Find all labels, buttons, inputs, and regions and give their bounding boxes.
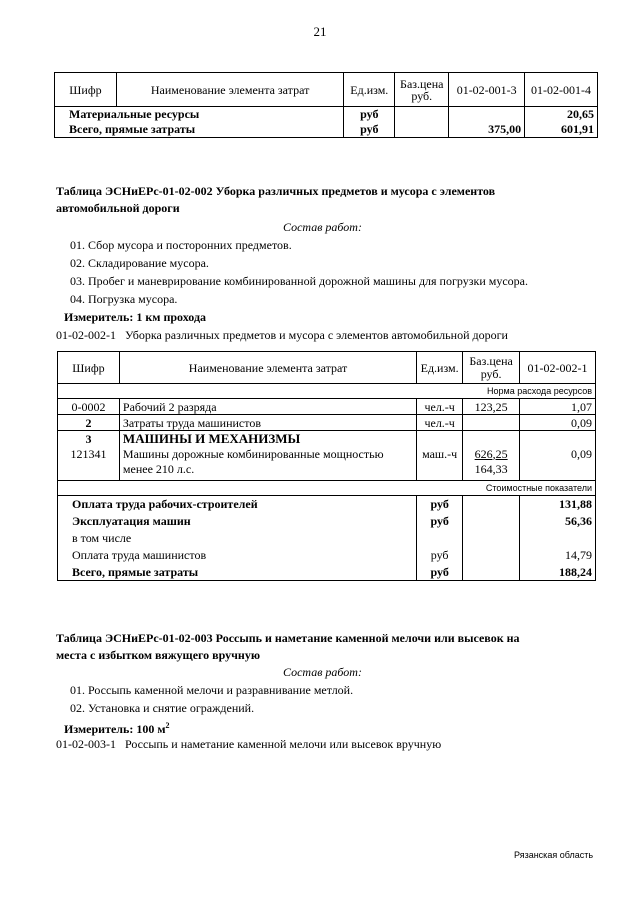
table-row — [58, 513, 596, 530]
row-price — [463, 447, 520, 481]
row-price: 123,25 — [463, 399, 520, 415]
row-unit: руб — [417, 564, 463, 581]
row-name: Материальные ресурсы — [55, 107, 344, 122]
header-price: Баз.цена руб. — [395, 73, 449, 107]
row-v1: 375,00 — [449, 122, 525, 138]
row-name: Всего, прямые затраты — [58, 564, 417, 581]
section2-composition-label: Состав работ: — [283, 220, 362, 234]
row-name: Оплата труда машинистов — [58, 547, 417, 564]
row-name: в том числе — [58, 530, 417, 547]
table-row — [58, 496, 596, 513]
row-v2: 20,65 — [525, 107, 598, 122]
section3-step: 02. Установка и снятие ограждений. — [70, 701, 255, 715]
header-unit: Ед.изм. — [417, 352, 463, 384]
header-col1: 01-02-001-3 — [449, 73, 525, 107]
section3-step: 01. Россыпь каменной мелочи и разравнивание метлой. — [70, 683, 354, 697]
table-row — [58, 447, 596, 481]
header-price: Баз.цена руб. — [463, 352, 520, 384]
header-unit: Ед.изм. — [344, 73, 395, 107]
section3-code-line: 01-02-003-1 Россыпь и наметание каменной мелочи или высевок вручную — [56, 737, 442, 751]
section2-step: 03. Пробег и маневрирование комбинированной дорожной машины для погрузки мусора. — [70, 274, 528, 288]
row-v2: 601,91 — [525, 122, 598, 138]
footer-region: Рязанская область — [514, 850, 594, 860]
table-row — [58, 431, 596, 447]
table-row — [55, 107, 598, 122]
table-row — [58, 564, 596, 581]
row-unit: руб — [417, 496, 463, 513]
top-cost-table — [54, 72, 598, 138]
table-row — [58, 530, 596, 547]
row-v1 — [449, 107, 525, 122]
row-unit: руб — [417, 547, 463, 564]
section2-measure: Измеритель: 1 км прохода — [64, 310, 207, 324]
section3-composition-label: Состав работ: — [283, 665, 362, 679]
row-unit: чел.-ч — [417, 415, 463, 431]
header-code: Шифр — [55, 73, 117, 107]
row-price-line1: 626,25 — [474, 446, 508, 461]
section2-step: 01. Сбор мусора и посторонних предметов. — [70, 238, 292, 252]
table-row — [58, 415, 596, 431]
row-code: 2 — [58, 415, 120, 431]
table-row — [58, 399, 596, 415]
row-price-line2: 164,33 — [474, 461, 508, 476]
row-name: Затраты труда машинистов — [119, 415, 416, 431]
section3-title — [56, 630, 626, 664]
row-name: Эксплуатация машин — [58, 513, 417, 530]
row-val: 14,79 — [520, 547, 596, 564]
table-row — [55, 122, 598, 138]
row-name: Оплата труда рабочих-строителей — [58, 496, 417, 513]
row-name-line1: Машины дорожные комбинированные мощностью — [122, 446, 384, 461]
row-val: 1,07 — [520, 399, 596, 415]
header-name: Наименование элемента затрат — [119, 352, 416, 384]
header-col2: 01-02-001-4 — [525, 73, 598, 107]
section2-title-line2: автомобильной дороги — [56, 201, 180, 215]
section2-step: 02. Складирование мусора. — [70, 256, 209, 270]
page-number: 21 — [313, 24, 327, 39]
row-name: МАШИНЫ И МЕХАНИЗМЫ — [119, 431, 416, 447]
row-name — [119, 447, 416, 481]
header-name: Наименование элемента затрат — [116, 73, 343, 107]
row-val: 0,09 — [520, 415, 596, 431]
section3-title-line2: места с избытком вяжущего вручную — [56, 648, 261, 662]
section2-code-line: 01-02-002-1 Уборка различных предметов и мусора с элементов автомобильной дороги — [56, 328, 508, 342]
row-name: Рабочий 2 разряда — [119, 399, 416, 415]
row-val: 56,36 — [520, 513, 596, 530]
section2-step: 04. Погрузка мусора. — [70, 292, 178, 306]
section3-measure-sup: 2 — [165, 721, 170, 730]
resource-table — [57, 351, 596, 581]
row-val: 0,09 — [520, 447, 596, 481]
row-unit: маш.-ч — [417, 447, 463, 481]
row-code: 3 — [58, 431, 120, 447]
row-unit: руб — [344, 107, 395, 122]
row-val: 131,88 — [520, 496, 596, 513]
norm-label: Норма расхода ресурсов — [58, 384, 596, 399]
section3-measure — [64, 718, 170, 737]
header-col1: 01-02-002-1 — [520, 352, 596, 384]
row-name: Всего, прямые затраты — [55, 122, 344, 138]
header-code: Шифр — [58, 352, 120, 384]
section3-title-line1: Таблица ЭСНиЕРс-01-02-003 Россыпь и наметание каменной мелочи или высевок на — [56, 631, 520, 645]
row-unit: чел.-ч — [417, 399, 463, 415]
section3-measure-text: Измеритель: 100 м — [64, 722, 166, 736]
row-unit: руб — [344, 122, 395, 138]
row-name-line2: менее 210 л.с. — [122, 461, 195, 476]
table-row — [58, 547, 596, 564]
row-unit: руб — [417, 513, 463, 530]
row-val: 188,24 — [520, 564, 596, 581]
row-code: 0-0002 — [58, 399, 120, 415]
section2-title — [56, 183, 616, 217]
row-code: 121341 — [58, 447, 120, 481]
cost-label: Стоимостные показатели — [58, 481, 596, 496]
section2-title-line1: Таблица ЭСНиЕРс-01-02-002 Уборка различных предметов и мусора с элементов — [56, 184, 496, 198]
